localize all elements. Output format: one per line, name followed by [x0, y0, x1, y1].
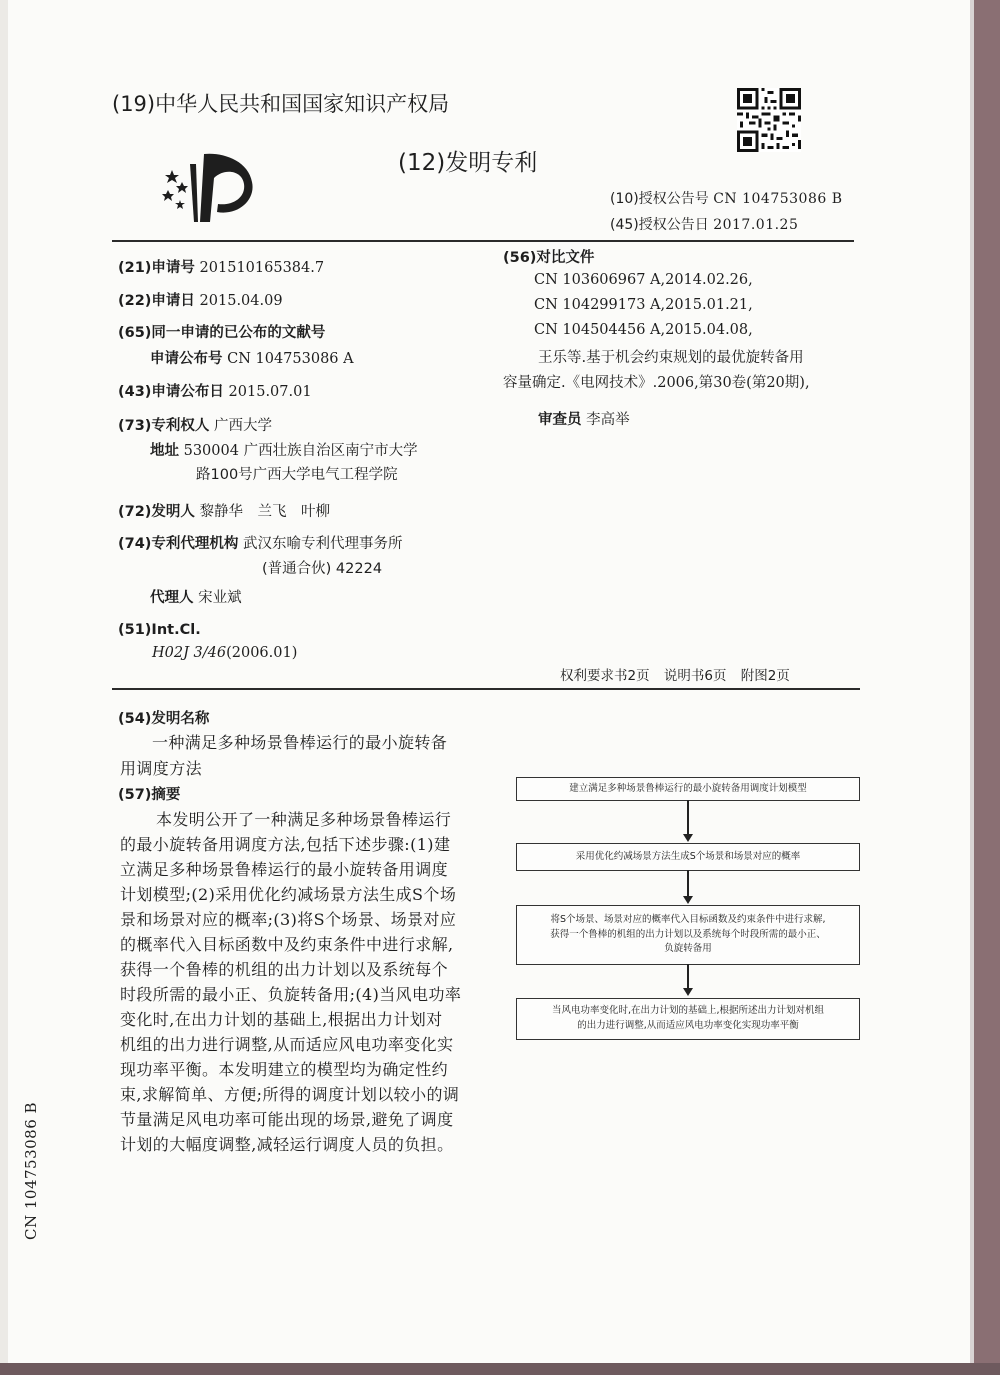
abstract-label: (57)摘要	[118, 787, 181, 803]
abstract-line: 变化时,在出力计划的基础上,根据出力计划对	[120, 1010, 443, 1029]
flowchart-step-2: 采用优化约减场景方法生成S个场景和场景对应的概率	[516, 843, 860, 871]
abstract-line: 现功率平衡。本发明建立的模型均为确定性约	[120, 1060, 449, 1079]
patent-agency-line-2: (普通合伙) 42224	[262, 561, 383, 577]
reference-item: CN 104299173 A,2015.01.21,	[534, 297, 753, 313]
office-name: (19)中华人民共和国国家知识产权局	[112, 92, 450, 116]
scan-right-edge	[974, 0, 1000, 1375]
inventors-label: (72)发明人	[118, 504, 195, 520]
int-cl	[152, 645, 297, 661]
application-date	[118, 289, 283, 310]
publication-date-label: (45)授权公告日	[610, 217, 709, 233]
qr-code-icon	[737, 88, 801, 152]
abstract-line: 计划模型;(2)采用优化约减场景方法生成S个场	[120, 885, 457, 904]
application-number-label: (21)申请号	[118, 260, 195, 276]
application-publication-date	[118, 380, 312, 401]
abstract-line: 立满足多种场景鲁棒运行的最小旋转备用调度	[120, 860, 449, 879]
flowchart-step-3: 将S个场景、场景对应的概率代入目标函数及约束条件中进行求解, 获得一个鲁棒的机组的出力计划以及系统每个时段所需的最小正、 负旋转备用	[516, 905, 860, 965]
flowchart-arrow	[687, 800, 689, 836]
address-label: 地址	[150, 443, 179, 459]
flowchart-step-4: 当风电功率变化时,在出力计划的基础上,根据所述出力计划对机组 的出力进行调整,从而适应风电功率变化实现功率平衡	[516, 998, 860, 1040]
prior-publication-label: (65)同一申请的已公布的文献号	[118, 325, 326, 341]
inventors-value: 黎静华 兰飞 叶柳	[199, 504, 331, 520]
int-cl-code: H02J 3/46	[152, 645, 227, 661]
prior-publication	[150, 347, 354, 368]
abstract-line: 时段所需的最小正、负旋转备用;(4)当风电功率	[120, 985, 462, 1004]
scan-left-edge	[0, 0, 8, 1375]
publication-date	[610, 214, 798, 234]
abstract-line: 的最小旋转备用调度方法,包括下述步骤:(1)建	[120, 835, 451, 854]
scan-bottom-edge	[0, 1363, 1000, 1375]
references-label: (56)对比文件	[503, 250, 595, 266]
abstract-line: 节量满足风电功率可能出现的场景,避免了调度	[120, 1110, 454, 1129]
agent	[150, 586, 242, 607]
abstract-line: 景和场景对应的概率;(3)将S个场景、场景对应	[120, 910, 457, 929]
document-type: (12)发明专利	[398, 150, 538, 176]
header-divider	[112, 240, 854, 242]
invention-title-line-2: 用调度方法	[120, 759, 203, 778]
abstract-line: 本发明公开了一种满足多种场景鲁棒运行	[156, 810, 452, 829]
reference-paper-line-2: 容量确定.《电网技术》.2006,第30卷(第20期),	[503, 375, 810, 391]
prior-publication-sub-label: 申请公布号	[150, 351, 223, 367]
patent-agency-label: (74)专利代理机构	[118, 536, 239, 552]
invention-title-line-1: 一种满足多种场景鲁棒运行的最小旋转备	[152, 733, 448, 752]
page-counts: 权利要求书2页 说明书6页 附图2页	[560, 668, 790, 684]
reference-paper-line-1: 王乐等.基于机会约束规划的最优旋转备用	[538, 350, 804, 366]
publication-date-value: 2017.01.25	[713, 217, 799, 233]
examiner	[538, 408, 630, 429]
application-publication-date-label: (43)申请公布日	[118, 384, 224, 400]
patentee-label: (73)专利权人	[118, 418, 210, 434]
patentee	[118, 414, 272, 435]
application-number	[118, 256, 324, 277]
examiner-label: 审查员	[538, 412, 582, 428]
application-date-label: (22)申请日	[118, 293, 195, 309]
agent-label: 代理人	[150, 590, 194, 606]
abstract-line: 的概率代入目标函数中及约束条件中进行求解,	[120, 935, 454, 954]
patent-agency	[118, 532, 403, 553]
address-line-1: 530004 广西壮族自治区南宁市大学	[183, 443, 418, 459]
application-date-value: 2015.04.09	[199, 293, 283, 309]
flowchart-arrow	[687, 964, 689, 990]
flowchart-arrow-head-icon	[683, 896, 693, 904]
title-label: (54)发明名称	[118, 711, 210, 727]
side-publication-number: CN 104753086 B	[22, 1101, 40, 1240]
publication-number	[610, 188, 843, 208]
address-line-2: 路100号广西大学电气工程学院	[196, 467, 398, 483]
flowchart-arrow-head-icon	[683, 834, 693, 842]
cnipa-logo-icon	[160, 148, 256, 228]
inventors	[118, 500, 330, 521]
publication-number-label: (10)授权公告号	[610, 191, 709, 207]
reference-item: CN 103606967 A,2014.02.26,	[534, 272, 753, 288]
agent-value: 宋业斌	[198, 590, 242, 606]
examiner-value: 李高举	[586, 412, 630, 428]
publication-number-value: CN 104753086 B	[713, 191, 843, 207]
application-publication-date-value: 2015.07.01	[228, 384, 312, 400]
patent-agency-line-1: 武汉东喻专利代理事务所	[243, 536, 403, 552]
abstract-line: 束,求解简单、方便;所得的调度计划以较小的调	[120, 1085, 460, 1104]
prior-publication-value: CN 104753086 A	[227, 351, 354, 367]
section-divider	[112, 688, 860, 690]
flowchart-step-1: 建立满足多种场景鲁棒运行的最小旋转备用调度计划模型	[516, 777, 860, 801]
reference-item: CN 104504456 A,2015.04.08,	[534, 322, 753, 338]
flowchart-arrow	[687, 870, 689, 898]
abstract-line: 计划的大幅度调整,减轻运行调度人员的负担。	[120, 1135, 454, 1154]
abstract-line: 获得一个鲁棒的机组的出力计划以及系统每个	[120, 960, 449, 979]
flowchart-arrow-head-icon	[683, 988, 693, 996]
address	[150, 439, 418, 460]
int-cl-label: (51)Int.Cl.	[118, 622, 201, 638]
int-cl-date: (2006.01)	[226, 645, 298, 661]
abstract-line: 机组的出力进行调整,从而适应风电功率变化实	[120, 1035, 454, 1054]
patentee-value: 广西大学	[214, 418, 273, 434]
application-number-value: 201510165384.7	[199, 260, 325, 276]
